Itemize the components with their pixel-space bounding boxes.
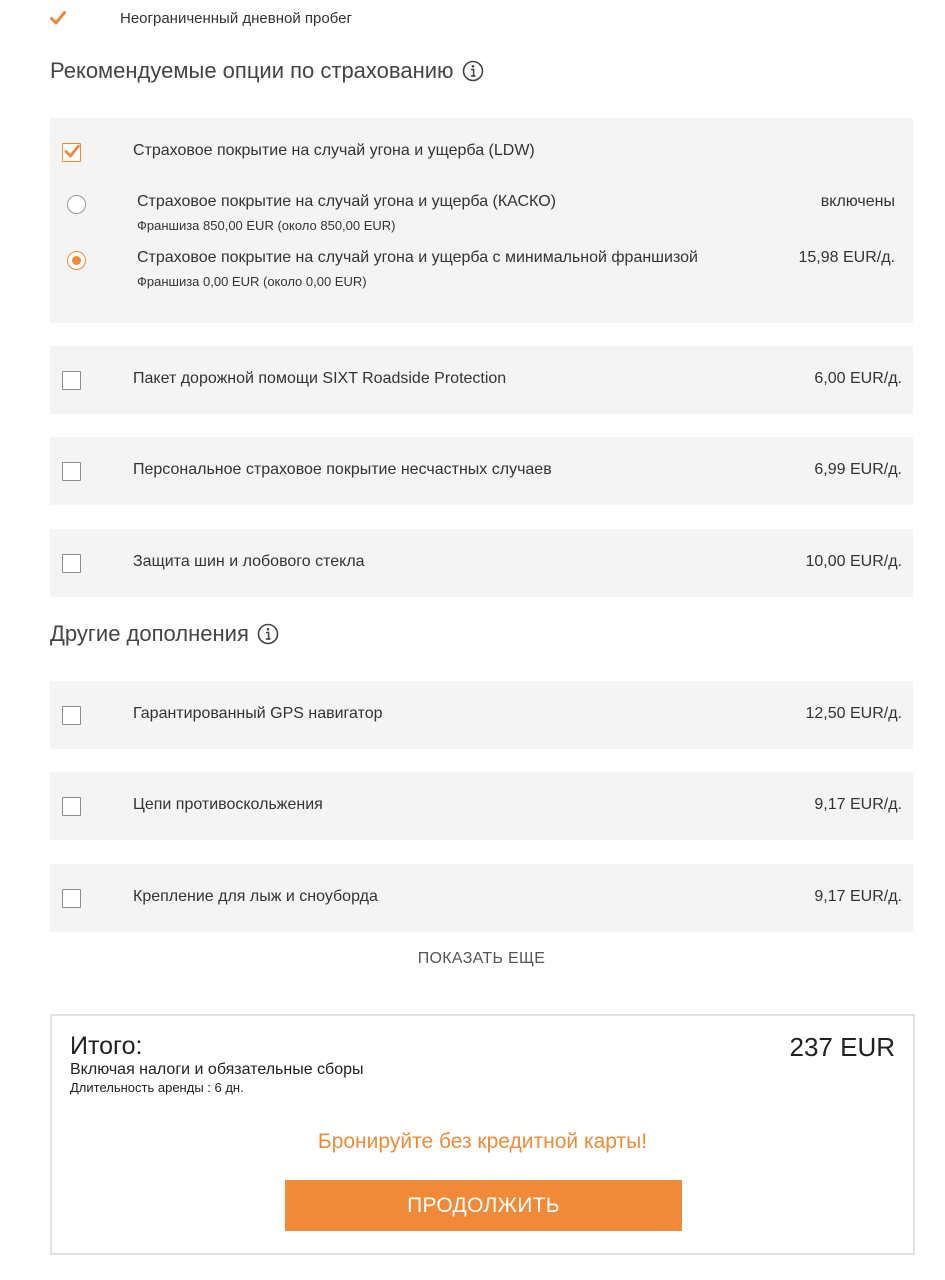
ldw-option-kasko-label: Страховое покрытие на случай угона и ущерба (КАСКО) <box>137 193 556 210</box>
extras-title-text: Другие дополнения <box>50 621 249 646</box>
tires-glass-label: Защита шин и лобового стекла <box>133 553 365 570</box>
ldw-option-min-deductible-price: 15,98 EUR/д. <box>798 249 895 266</box>
info-icon[interactable] <box>257 623 279 645</box>
ldw-checkbox[interactable] <box>62 143 81 162</box>
insurance-row-roadside[interactable] <box>50 346 913 414</box>
ldw-option-min-deductible-note: Франшиза 0,00 EUR (около 0,00 EUR) <box>137 274 367 289</box>
insurance-row-personal-accident[interactable] <box>50 437 913 505</box>
snow-chains-label: Цепи противоскольжения <box>133 796 323 813</box>
ldw-option-kasko-radio[interactable] <box>67 195 86 214</box>
insurance-section-title <box>50 58 484 84</box>
feature-unlimited-mileage <box>50 6 352 30</box>
info-icon[interactable] <box>462 60 484 82</box>
roadside-checkbox[interactable] <box>62 371 81 390</box>
ski-rack-label: Крепление для лыж и сноуборда <box>133 888 378 905</box>
continue-button[interactable]: ПРОДОЛЖИТЬ <box>285 1180 682 1231</box>
ldw-option-kasko-price: включены <box>820 193 895 210</box>
summary-duration: Длительность аренды : 6 дн. <box>70 1080 244 1095</box>
roadside-label: Пакет дорожной помощи SIXT Roadside Protection <box>133 370 507 387</box>
snow-chains-checkbox[interactable] <box>62 797 81 816</box>
tires-glass-checkbox[interactable] <box>62 554 81 573</box>
promo-no-credit-card: Бронируйте без кредитной карты! <box>317 1130 648 1153</box>
feature-text: Неограниченный дневной пробег <box>120 9 352 27</box>
roadside-price: 6,00 EUR/д. <box>814 370 902 387</box>
ldw-option-min-deductible-radio[interactable] <box>67 251 86 270</box>
ldw-label: Страховое покрытие на случай угона и ущерба (LDW) <box>133 142 535 159</box>
insurance-row-tires-glass[interactable] <box>50 529 913 597</box>
personal-accident-checkbox[interactable] <box>62 462 81 481</box>
ski-rack-price: 9,17 EUR/д. <box>814 888 902 905</box>
summary-title: Итого: <box>70 1032 143 1060</box>
ski-rack-checkbox[interactable] <box>62 889 81 908</box>
extras-row-gps[interactable] <box>50 681 913 749</box>
show-more-link[interactable]: ПОКАЗАТЬ ЕЩЕ <box>417 950 546 967</box>
personal-accident-label: Персональное страховое покрытие несчастных случаев <box>133 461 552 478</box>
gps-checkbox[interactable] <box>62 706 81 725</box>
check-icon <box>50 9 68 27</box>
gps-label: Гарантированный GPS навигатор <box>133 705 383 722</box>
extras-row-ski-rack[interactable] <box>50 864 913 932</box>
summary-box <box>50 1014 915 1255</box>
tires-glass-price: 10,00 EUR/д. <box>805 553 902 570</box>
ldw-option-min-deductible-label: Страховое покрытие на случай угона и ущерба с минимальной франшизой <box>137 249 698 266</box>
ldw-panel <box>50 118 913 323</box>
extras-row-snow-chains[interactable] <box>50 772 913 840</box>
summary-taxes: Включая налоги и обязательные сборы <box>70 1061 364 1078</box>
personal-accident-price: 6,99 EUR/д. <box>814 461 902 478</box>
summary-total: 237 EUR <box>789 1032 895 1062</box>
gps-price: 12,50 EUR/д. <box>805 705 902 722</box>
insurance-title-text: Рекомендуемые опции по страхованию <box>50 58 454 83</box>
ldw-option-kasko-note: Франшиза 850,00 EUR (около 850,00 EUR) <box>137 218 396 233</box>
extras-section-title <box>50 621 279 647</box>
snow-chains-price: 9,17 EUR/д. <box>814 796 902 813</box>
